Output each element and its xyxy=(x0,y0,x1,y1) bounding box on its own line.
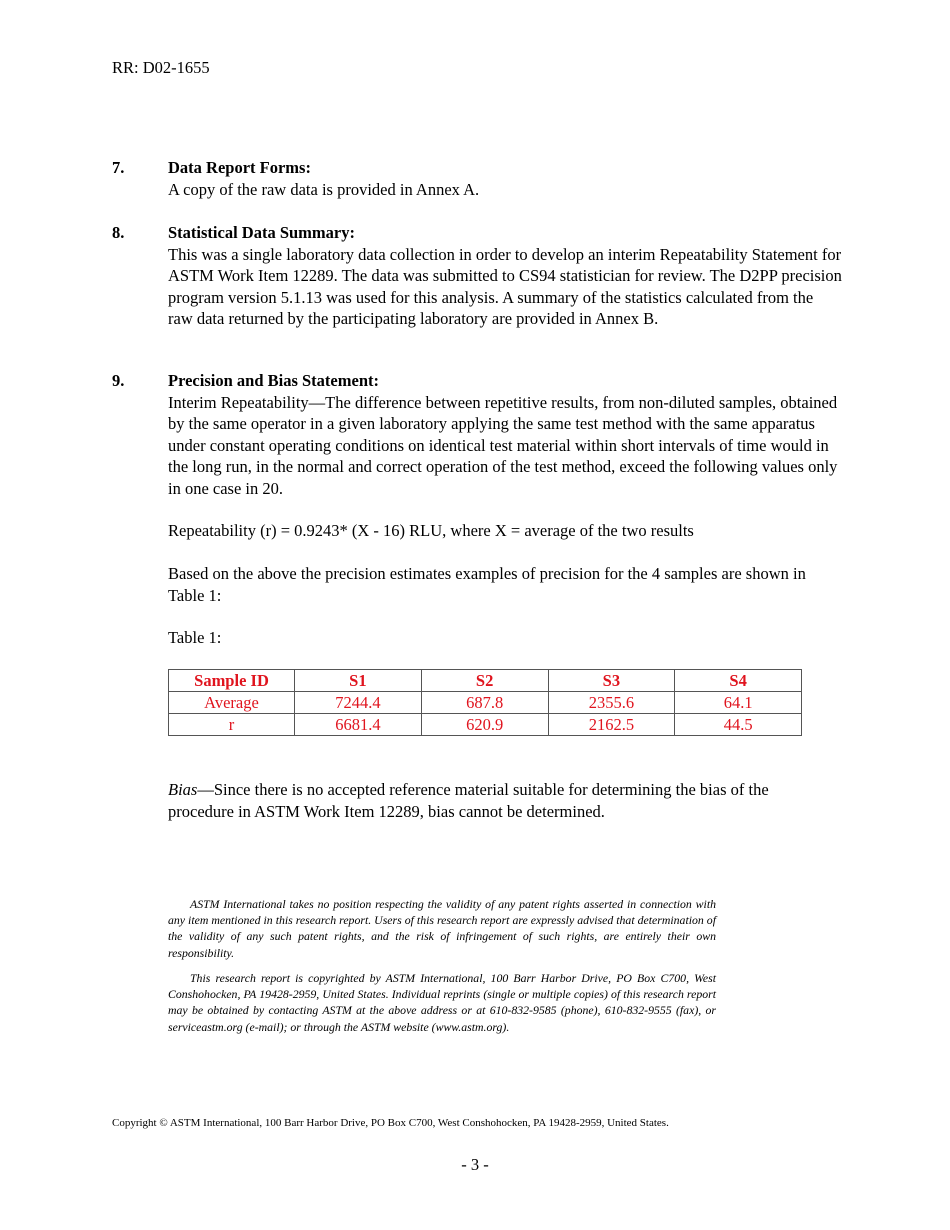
table-cell: 44.5 xyxy=(675,714,802,736)
header-s2: S2 xyxy=(421,670,548,692)
footer-copyright: Copyright © ASTM International, 100 Barr Harbor Drive, PO Box C700, West Conshohocken, PA 19428-2959, United States. xyxy=(112,1117,669,1129)
bias-statement xyxy=(168,779,838,822)
section-9 xyxy=(112,370,842,500)
section-title: Data Report Forms: xyxy=(168,158,311,177)
copyright-notice-text: This research report is copyrighted by ASTM International, 100 Barr Harbor Drive, PO Box C700, West Conshohocken, PA 19428-2959, United States. Individual reprints (single or multiple copies) of this research report may be obtained by contacting ASTM at the above address or at 610-832-9585 (phone), 610-832-9555 (fax), or serviceastm.org (e-mail); or through the ASTM website (www.astm.org). xyxy=(168,971,716,1034)
table-row xyxy=(169,714,802,736)
bias-label: Bias xyxy=(168,780,198,799)
page-number: - 3 - xyxy=(461,1155,489,1174)
section-body: This was a single laboratory data collection in order to develop an interim Repeatability Statement for ASTM Work Item 12289. The data was submitted to CS94 statistician for review. The D2PP precision program version 5.1.13 was used for this analysis. A summary of the statistics calculated from the raw data returned by the participating laboratory are provided in Annex B. xyxy=(168,244,842,329)
precision-table xyxy=(168,669,802,736)
repeatability-formula: Repeatability (r) = 0.9243* (X - 16) RLU, where X = average of the two results xyxy=(168,521,694,540)
header-s3: S3 xyxy=(548,670,675,692)
section-title: Statistical Data Summary: xyxy=(168,223,355,242)
table-cell: 620.9 xyxy=(421,714,548,736)
row-label: Average xyxy=(169,692,295,714)
section-body: Interim Repeatability—The difference between repetitive results, from non-diluted samples, obtained by the same operator in a given laboratory applying the same test method with the same apparatus under constant operating conditions on identical test material within short intervals of time would in the long run, in the normal and correct operation of the test method, exceed the following values only in one case in 20. xyxy=(168,392,838,498)
section-body: A copy of the raw data is provided in Annex A. xyxy=(168,179,480,199)
section-number: 7. xyxy=(112,158,125,177)
table-cell: 7244.4 xyxy=(295,692,422,714)
patent-notice-text: ASTM International takes no position respecting the validity of any patent rights asserted in connection with any item mentioned in this research report. Users of this research report are expressly advised that determination of the validity of any such patent rights, and the risk of infringement of such rights, are entirely their own responsibility. xyxy=(168,897,716,960)
table-cell: 687.8 xyxy=(421,692,548,714)
table-row xyxy=(169,692,802,714)
bias-text: —Since there is no accepted reference material suitable for determining the bias of the procedure in ASTM Work Item 12289, bias cannot be determined. xyxy=(168,780,769,821)
copyright-notice xyxy=(168,970,716,1035)
section-number: 8. xyxy=(112,223,125,242)
section-8 xyxy=(112,222,842,330)
report-reference: RR: D02-1655 xyxy=(112,58,210,77)
row-label: r xyxy=(169,714,295,736)
table-cell: 6681.4 xyxy=(295,714,422,736)
table-caption: Table 1: xyxy=(168,628,222,647)
patent-notice xyxy=(168,896,716,961)
table-header-row xyxy=(169,670,802,692)
header-sample-id: Sample ID xyxy=(169,670,295,692)
header-s4: S4 xyxy=(675,670,802,692)
table-intro: Based on the above the precision estimates examples of precision for the 4 samples are shown in Table 1: xyxy=(168,564,806,605)
table-cell: 64.1 xyxy=(675,692,802,714)
header-s1: S1 xyxy=(295,670,422,692)
section-title: Precision and Bias Statement: xyxy=(168,371,379,390)
table-cell: 2162.5 xyxy=(548,714,675,736)
section-number: 9. xyxy=(112,371,125,390)
section-7 xyxy=(112,157,842,200)
table-cell: 2355.6 xyxy=(548,692,675,714)
